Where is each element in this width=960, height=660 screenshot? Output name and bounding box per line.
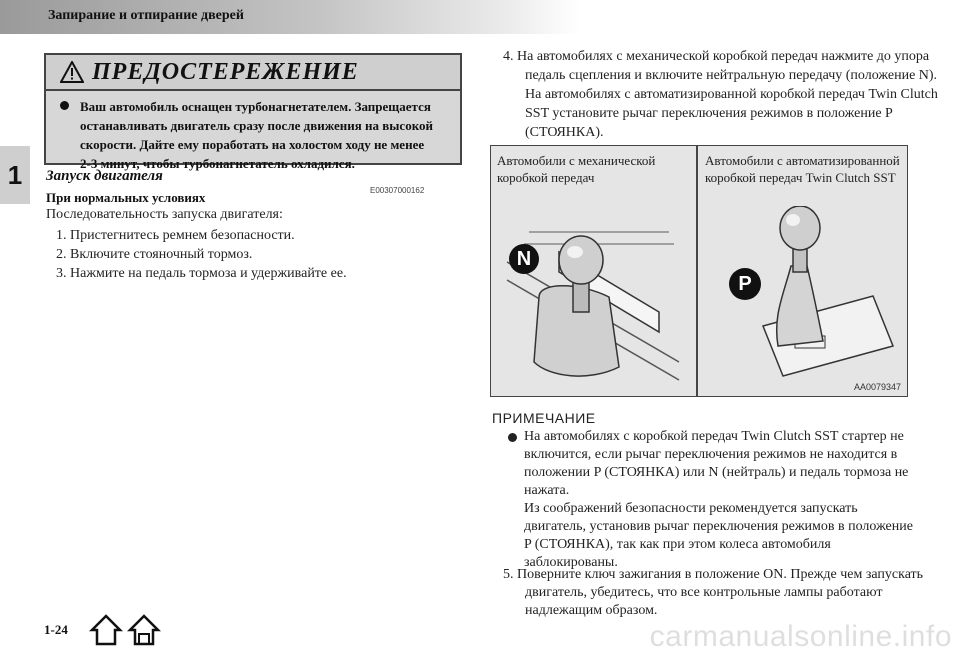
chapter-tab: 1 (0, 146, 30, 204)
warning-text (46, 91, 460, 173)
section-code: E00307000162 (370, 186, 425, 195)
intro-text: Последовательность запуска двигателя: (46, 207, 283, 222)
home-outline-icon (130, 616, 158, 644)
figure-code: AA0079347 (853, 382, 901, 392)
note-bullet (508, 433, 517, 442)
note-paragraph: Из соображений безопасности рекомендуется запускать двигатель, установив рычаг переключения режимов в положение P (СТОЯНКА), так как при этом колеса автомобиля заблокированы. (524, 501, 913, 570)
home-icon (92, 616, 120, 644)
watermark: carmanualsonline.info (649, 620, 952, 653)
warning-line: Ваш автомобиль оснащен турбонагнетателем. Запрещается (80, 99, 431, 114)
list-item: 1. Пристегнитесь ремнем безопасности. (56, 228, 295, 243)
gear-lever-figure (490, 145, 908, 397)
manual-gear-lever-illustration (499, 202, 691, 390)
warning-line: скорости. Дайте ему поработать на холостом ходу не менее (80, 137, 425, 152)
figure-divider (696, 146, 698, 396)
figure-caption-manual: Автомобили с механической коробкой передач (497, 153, 656, 185)
warning-title: ПРЕДОСТЕРЕЖЕНИЕ (92, 58, 359, 85)
step-4-text: 4. На автомобилях с механической коробкой передач нажмите до упора педаль сцепления и включите нейтральную передачу (положение N). На автомобилях с автоматизированной коробкой передач Twin Clutch SST установите рычаг переключения режимов в положение P (СТОЯНКА). (503, 49, 938, 140)
park-badge: P (729, 268, 761, 300)
neutral-badge: N (509, 244, 539, 274)
list-item: 3. Нажмите на педаль тормоза и удерживайте ее. (56, 266, 347, 281)
home-navigation-icons (88, 612, 168, 648)
warning-box (44, 53, 462, 171)
page-number: 1-24 (44, 622, 68, 637)
figure-caption-sst: Автомобили с автоматизированной коробкой передач Twin Clutch SST (705, 153, 900, 185)
note-paragraph: На автомобилях с коробкой передач Twin Clutch SST стартер не включится, если рычаг переключения режимов не находится в положении P (СТОЯНКА) или N (нейтраль) и педаль тормоза не нажата. (524, 429, 909, 498)
warning-line: 2-3 минут, чтобы турбонагнетатель охладился. (80, 156, 355, 171)
page-header-title: Запирание и отпирание дверей (48, 8, 244, 23)
warning-header (46, 55, 460, 91)
note-body (524, 428, 914, 572)
warning-bullet (60, 101, 69, 110)
warning-line: останавливать двигатель сразу после движения на высокой (80, 118, 433, 133)
sst-gear-lever-illustration (703, 206, 903, 386)
steps-list (56, 226, 347, 283)
note-heading: ПРИМЕЧАНИЕ (492, 410, 596, 426)
step-5-text: 5. Поверните ключ зажигания в положение ON. Прежде чем запускать двигатель, убедитесь, что все контрольные лампы работают надлежащим образом. (503, 567, 924, 618)
subheading: При нормальных условиях (46, 190, 206, 205)
list-item: 2. Включите стояночный тормоз. (56, 247, 253, 262)
warning-triangle-icon (60, 61, 84, 83)
page-header-bar (0, 0, 580, 34)
section-title: Запуск двигателя (46, 168, 163, 184)
